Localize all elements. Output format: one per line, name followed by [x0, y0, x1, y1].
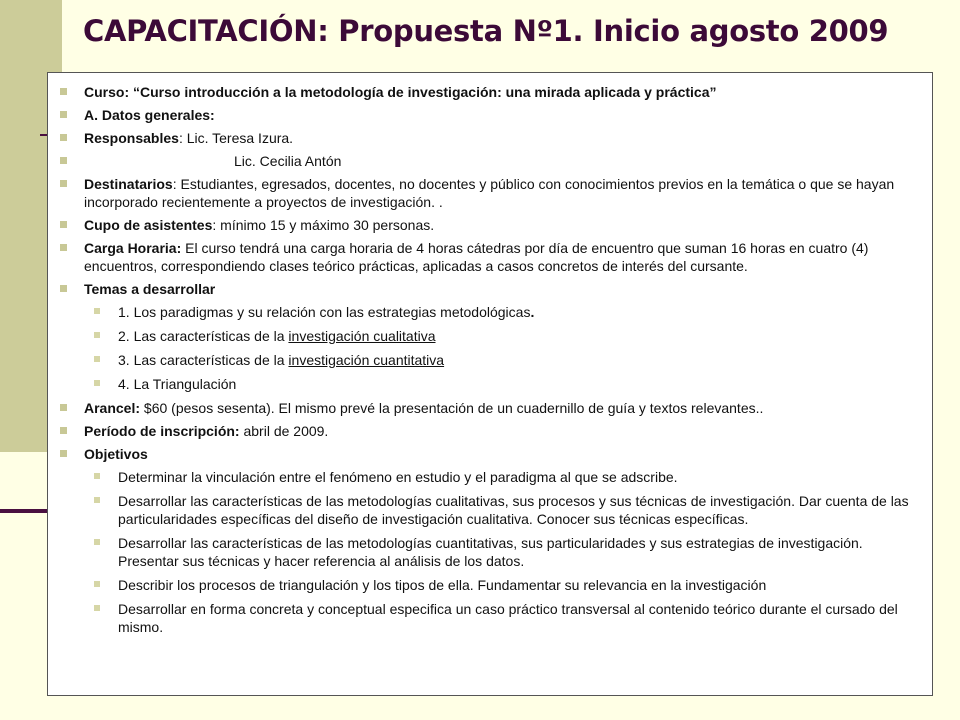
square-bullet-icon — [60, 244, 67, 251]
responsables-text: : Lic. Teresa Izura. — [178, 130, 294, 146]
square-bullet-icon — [94, 356, 100, 362]
carga-text: El curso tendrá una carga horaria de 4 horas cátedras por día de encuentro que suman 16 horas en cuatro (4) encuentros, correspondiendo clases teórico prácticas, aplicadas a casos concretos de interés del cursante. — [84, 240, 869, 274]
objetivo-3-text: Desarrollar las características de las metodologías cuantitativas, sus particularidades y sus estrategias de investigación. Presentar sus técnicas y hacer referencia al análisis de los datos. — [118, 535, 863, 569]
objetivo-item-3 — [60, 534, 920, 570]
curso-label: Curso: — [84, 84, 130, 100]
objetivo-item-1 — [60, 468, 920, 486]
slide-title: CAPACITACIÓN: Propuesta Nº1. Inicio agosto 2009 — [83, 14, 889, 48]
tema-item-4 — [60, 375, 920, 393]
square-bullet-icon — [94, 473, 100, 479]
tema-3-link[interactable]: investigación cuantitativa — [288, 352, 445, 368]
objetivos-label: Objetivos — [84, 446, 148, 462]
list-item-periodo — [60, 422, 920, 440]
objetivo-item-5 — [60, 600, 920, 636]
temas-label: Temas a desarrollar — [84, 281, 216, 297]
list-item-temas — [60, 280, 920, 393]
periodo-label: Período de inscripción: — [84, 423, 240, 439]
tema-item-2 — [60, 327, 920, 345]
square-bullet-icon — [94, 497, 100, 503]
destinatarios-label: Destinatarios — [84, 176, 173, 192]
periodo-text: abril de 2009. — [239, 423, 329, 439]
square-bullet-icon — [60, 134, 67, 141]
tema-3-text: 3. Las características de la — [118, 352, 289, 368]
tema-1-text: 1. Los paradigmas y su relación con las estrategias metodológicas — [118, 304, 531, 320]
objetivo-5-text: Desarrollar en forma concreta y conceptual especifica un caso práctico transversal al contenido teórico durante el cursado del mismo. — [118, 601, 898, 635]
square-bullet-icon — [60, 88, 67, 95]
curso-text: “Curso introducción a la metodología de investigación: una mirada aplicada y práctica” — [133, 84, 717, 100]
list-item-destinatarios — [60, 175, 920, 211]
square-bullet-icon — [60, 157, 67, 164]
datos-label: A. Datos generales: — [84, 107, 215, 123]
list-item-arancel — [60, 399, 920, 417]
responsables2-text: Lic. Cecilia Antón — [234, 153, 342, 169]
temas-sublist — [84, 303, 920, 393]
square-bullet-icon — [94, 605, 100, 611]
arancel-label: Arancel: — [84, 400, 141, 416]
tema-2-text: 2. Las características de la — [118, 328, 289, 344]
objetivo-item-2 — [60, 492, 920, 528]
square-bullet-icon — [94, 332, 100, 338]
cupo-label: Cupo de asistentes — [84, 217, 213, 233]
square-bullet-icon — [60, 404, 67, 411]
objetivo-2-text: Desarrollar las características de las metodologías cualitativas, sus procesos y sus técnicas de investigación. Dar cuenta de las particularidades específicas del diseño de investigación cualitativa. Conocer sus técnicas específicas. — [118, 493, 909, 527]
cupo-text: : mínimo 15 y máximo 30 personas. — [212, 217, 435, 233]
objetivo-4-text: Describir los procesos de triangulación y los tipos de ella. Fundamentar su relevancia en la investigación — [118, 577, 767, 593]
square-bullet-icon — [94, 308, 100, 314]
square-bullet-icon — [60, 180, 67, 187]
square-bullet-icon — [60, 111, 67, 118]
square-bullet-icon — [60, 427, 67, 434]
objetivo-1-text: Determinar la vinculación entre el fenómeno en estudio y el paradigma al que se adscribe. — [118, 469, 678, 485]
objetivos-sublist — [84, 468, 920, 636]
square-bullet-icon — [94, 581, 100, 587]
list-item-datos — [60, 106, 920, 124]
list-item-curso — [60, 83, 920, 101]
tema-4-text: 4. La Triangulación — [118, 376, 237, 392]
carga-label: Carga Horaria: — [84, 240, 182, 256]
arancel-text: $60 (pesos sesenta). El mismo prevé la presentación de un cuadernillo de guía y textos relevantes.. — [140, 400, 764, 416]
responsables-label: Responsables — [84, 130, 179, 146]
tema-1-suffix: . — [530, 304, 535, 320]
tema-2-link[interactable]: investigación cualitativa — [288, 328, 436, 344]
objetivo-item-4 — [60, 576, 920, 594]
main-list — [60, 83, 920, 636]
content-box — [47, 72, 933, 696]
square-bullet-icon — [60, 450, 67, 457]
tema-item-1 — [60, 303, 920, 321]
list-item-carga — [60, 239, 920, 275]
list-item-objetivos — [60, 445, 920, 636]
decoration-line — [0, 509, 48, 513]
list-item-responsables — [60, 129, 920, 147]
square-bullet-icon — [60, 285, 67, 292]
list-item-cupo — [60, 216, 920, 234]
square-bullet-icon — [94, 380, 100, 386]
destinatarios-text: : Estudiantes, egresados, docentes, no docentes y público con conocimientos previos en la temática o que se hayan incorporado recientemente a proyectos de investigación. . — [84, 176, 895, 210]
square-bullet-icon — [60, 221, 67, 228]
list-item-responsables-2 — [60, 152, 920, 170]
tema-item-3 — [60, 351, 920, 369]
square-bullet-icon — [94, 539, 100, 545]
